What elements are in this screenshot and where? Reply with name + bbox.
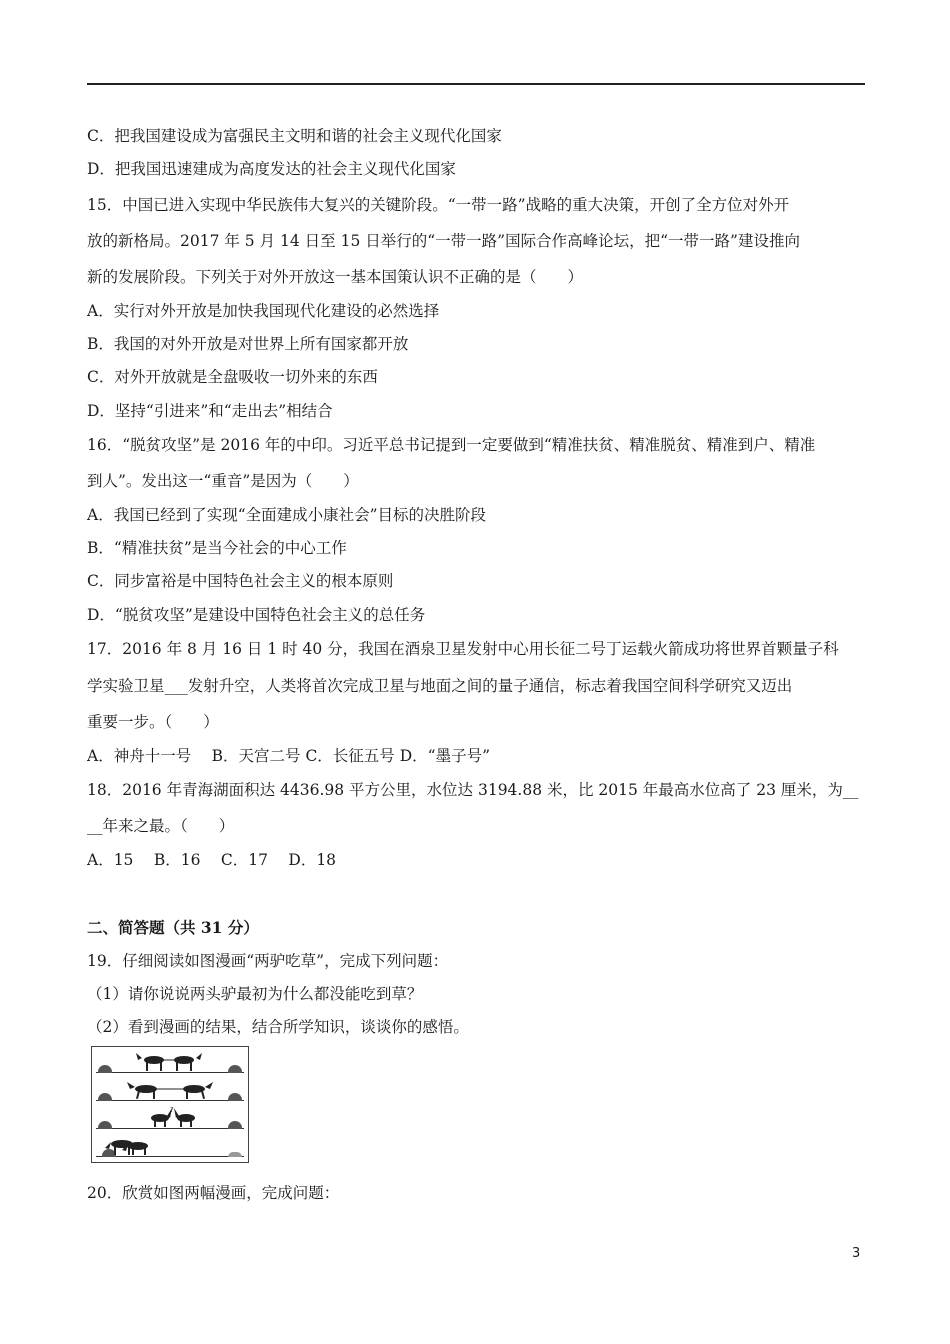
question-15-line3: 新的发展阶段。下列关于对外开放这一基本国策认识不正确的是（ ） — [87, 268, 584, 286]
donkeys-eating-together-icon — [100, 1134, 160, 1156]
question-17-line1: 17．2016 年 8 月 16 日 1 时 40 分，我国在酒泉卫星发射中心用长征二号丁运载火箭成功将世界首颗量子科 — [87, 640, 839, 658]
question-15-line2: 放的新格局。2017 年 5 月 14 日至 15 日举行的“一带一路”国际合作高峰论坛，把“一带一路”建设推向 — [87, 232, 800, 250]
option-16c: C．同步富裕是中国特色社会主义的根本原则 — [87, 572, 394, 590]
question-18-line1: 18．2016 年青海湖面积达 4436.98 平方公里，水位达 3194.88 米，比 2015 年最高水位高了 23 厘米，为__ — [87, 781, 859, 799]
donkeys-straining-icon — [126, 1078, 214, 1100]
question-18-line2: __年来之最。（ ） — [87, 817, 235, 835]
question-17-line3: 重要一步。（ ） — [87, 713, 219, 731]
question-19-part2: （2）看到漫画的结果，结合所学知识，谈谈你的感悟。 — [87, 1018, 469, 1036]
option-14d: D．把我国迅速建成为高度发达的社会主义现代化国家 — [87, 160, 456, 178]
cartoon-panel-2 — [96, 1077, 244, 1103]
option-15a: A．实行对外开放是加快我国现代化建设的必然选择 — [87, 302, 440, 320]
option-16d: D．“脱贫攻坚”是建设中国特色社会主义的总任务 — [87, 606, 426, 624]
option-15b: B．我国的对外开放是对世界上所有国家都开放 — [87, 335, 409, 353]
svg-text:?: ? — [170, 1106, 174, 1114]
question-20: 20．欣赏如图两幅漫画，完成问题： — [87, 1184, 340, 1202]
question-17-line2: 学实验卫星___发射升空，人类将首次完成卫星与地面之间的量子通信，标志着我国空间科学研究又迈出 — [87, 677, 793, 695]
question-19: 19．仔细阅读如图漫画“两驴吃草”，完成下列问题： — [87, 952, 449, 970]
question-15-line1: 15．中国已进入实现中华民族伟大复兴的关键阶段。“一带一路”战略的重大决策，开创了全方位对外开 — [87, 196, 790, 214]
page-number: 3 — [852, 1246, 861, 1261]
option-16a: A．我国已经到了实现“全面建成小康社会”目标的决胜阶段 — [87, 506, 487, 524]
options-18: A．15 B．16 C．17 D．18 — [87, 851, 337, 869]
donkeys-thinking-icon — [148, 1104, 198, 1128]
question-16-line1: 16．“脱贫攻坚”是 2016 年的中印。习近平总书记提到一定要做到“精准扶贫、精准脱贫、精准到户、精准 — [87, 436, 816, 454]
section-heading: 二、简答题（共 31 分） — [87, 918, 259, 937]
cartoon-panel-4 — [96, 1133, 244, 1159]
cartoon-panel-1 — [96, 1049, 244, 1075]
option-15c: C．对外开放就是全盘吸收一切外来的东西 — [87, 368, 378, 386]
two-donkeys-cartoon — [91, 1046, 249, 1163]
question-19-part1: （1）请你说说两头驴最初为什么都没能吃到草？ — [87, 985, 423, 1003]
option-14c: C．把我国建设成为富强民主文明和谐的社会主义现代化国家 — [87, 127, 502, 145]
option-16b: B．“精准扶贫”是当今社会的中心工作 — [87, 539, 347, 557]
options-17: A．神舟十一号 B．天宫二号 C．长征五号 D．“墨子号” — [87, 747, 491, 765]
question-16-line2: 到人”。发出这一“重音”是因为（ ） — [87, 472, 359, 490]
cartoon-panel-3 — [96, 1105, 244, 1131]
donkeys-pull-apart-icon — [134, 1050, 204, 1072]
header-rule — [87, 83, 865, 85]
option-15d: D．坚持“引进来”和“走出去”相结合 — [87, 402, 333, 420]
